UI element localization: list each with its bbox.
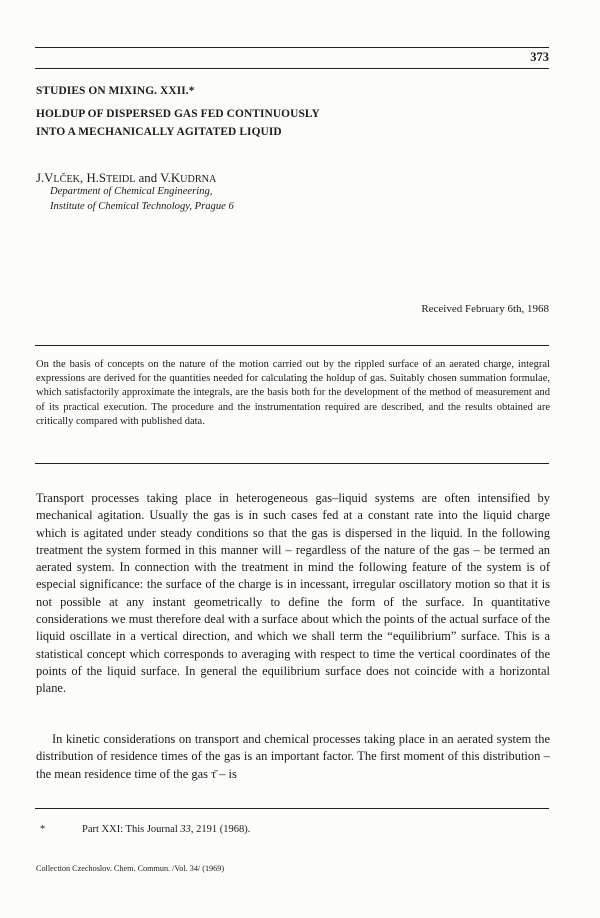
footnote-volume: 33 xyxy=(180,824,191,835)
author-1-rest: LČEK xyxy=(53,174,81,185)
footnote xyxy=(40,824,250,835)
article-title-line-2: INTO A MECHANICALLY AGITATED LIQUID xyxy=(36,126,282,138)
author-2-rest: TEIDL xyxy=(106,174,136,185)
affiliation-line-1: Department of Chemical Engineering, xyxy=(50,186,213,197)
author-3-initial: V.K xyxy=(160,171,181,185)
footnote-rule xyxy=(35,808,549,809)
article-title-line-1: HOLDUP OF DISPERSED GAS FED CONTINUOUSLY xyxy=(36,108,320,120)
header-rule-lower xyxy=(35,68,549,69)
series-title: STUDIES ON MIXING. XXII.* xyxy=(36,85,195,97)
body-paragraph-2: In kinetic considerations on transport and chemical processes taking place in an aerated system the distribution of residence times of the gas is an important factor. The first moment of this distribution – the mean residence time of the gas τ̄ – is xyxy=(36,732,550,781)
author-separator: and xyxy=(135,171,161,185)
affiliation-line-2: Institute of Chemical Technology, Prague 6 xyxy=(50,201,234,212)
journal-reference: Collection Czechoslov. Chem. Commun. /Vol. 34/ (1969) xyxy=(36,864,225,873)
page-number: 373 xyxy=(530,50,549,64)
abstract: On the basis of concepts on the nature of the motion carried out by the rippled surface of an aerated charge, integral expressions are derived for the quantities needed for calculating the holdup of gas. Suitably chosen summation formulae, which satisfactorily approximate the integrals, are the basis both for the development of the method of measurement and of its practical execution. The procedure and the instrumentation required are described, and the results obtained are critically compared with published data. xyxy=(36,359,550,427)
footnote-text-before: Part XXI: This Journal xyxy=(82,824,181,835)
header-rule xyxy=(35,47,549,48)
footnote-text-after: , 2191 (1968). xyxy=(190,824,251,835)
author-separator: , xyxy=(80,171,87,185)
author-2-initial: H.S xyxy=(86,171,106,185)
body-paragraph-1: Transport processes taking place in heterogeneous gas–liquid systems are often intensified by mechanical agitation. Usually the gas is in such cases fed at a constant rate into the liquid charge which is agitated under steady conditions so that the gas is dispersed in the liquid. In the following treatment the system formed in this manner will – regardless of the nature of the gas – be termed an aerated system. In connection with the treatment in mind the following feature of the system is of especial significance: the surface of the charge is in incessant, irregular oscillatory motion so that it is not possible at any instant geometrically to define the form of the surface. In quantitative considerations we must therefore deal with a surface about which the points of the actual surface of the liquid oscillate in a vertical direction, and which we shall term the “equilibrium” surface. This is a statistical concept which corresponds to averaging with respect to time the vertical coordinates of the points of the liquid surface. In general the equilibrium surface does not coincide with a horizontal plane. xyxy=(36,491,550,696)
abstract-top-rule xyxy=(35,345,549,346)
author-3-rest: UDRNA xyxy=(180,174,217,185)
footnote-mark: * xyxy=(40,824,46,835)
received-date: Received February 6th, 1968 xyxy=(421,303,549,315)
abstract-bottom-rule xyxy=(35,463,549,464)
authors xyxy=(36,171,216,186)
author-1-initial: J.V xyxy=(36,171,54,185)
